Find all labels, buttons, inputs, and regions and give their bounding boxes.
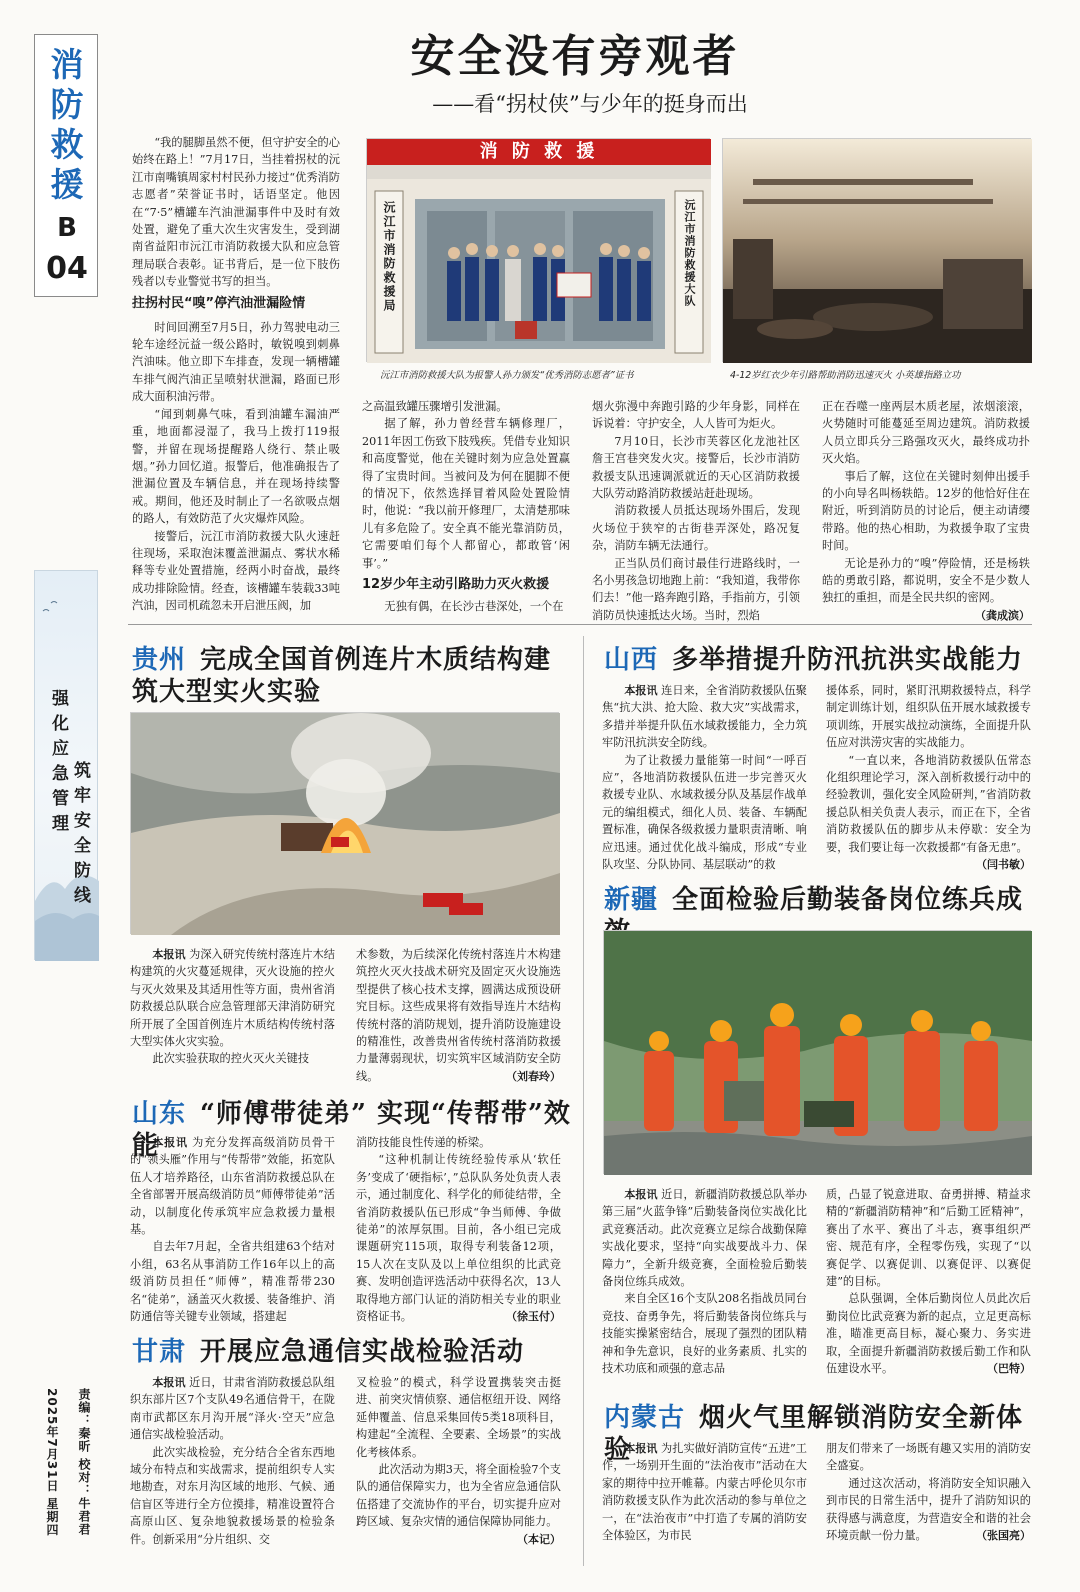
lead-paragraph: 事后了解，这位在关键时刻伸出援手的小向导名叫杨轶皓。12岁的他恰好住在附近，听到消防员的讨论后，便主动请缨带路。他的热心相助，为救援争取了宝贵时间。 [822, 469, 1030, 553]
article-paragraph [130, 946, 335, 1050]
news-lead-label: 本报讯 [152, 1376, 186, 1389]
article-paragraph [356, 946, 561, 1085]
lead-paragraph: 接警后，沅江市消防救援大队火速赶往现场，采取泡沫覆盖泄漏点、雾状水稀释等专业处置措施，经两小时奋战，最终成功排除险情。经查，该槽罐车装载33吨汽油，因司机疏忽未开启泄压阀，加 [132, 529, 340, 613]
shanxi-column-2 [826, 682, 1031, 872]
article-paragraph [356, 1151, 561, 1325]
photo-caption-fire-scene: 4-12岁红衣少年引路帮助消防迅速灭火 小英雄指路立功 [730, 370, 961, 381]
byline: （闫书敏） [976, 858, 1031, 872]
lead-paragraph: 无独有偶，在长沙古巷深处，一个在 [384, 600, 564, 614]
slogan-left: 强化应急管理 [48, 689, 68, 839]
page-letter: B [57, 213, 77, 243]
lead-column-1 [132, 134, 340, 613]
byline: （巴特） [987, 1362, 1031, 1376]
shanxi-column-1 [602, 682, 807, 872]
neimenggu-column-2 [826, 1440, 1031, 1568]
shandong-column-1 [130, 1134, 335, 1324]
article-paragraph: 叉检验”的模式，科学设置携装突击挺进、前突灾情侦察、通信枢纽开设、网络延伸覆盖、信息采集回传5类18项科目，构建起“全流程、全要素、全场景”的实战化考核体系。 [356, 1376, 561, 1459]
headline-gansu [132, 1336, 572, 1368]
lead-paragraph: 消防救援人员抵达现场外围后，发现火场位于狭窄的古街巷弄深处，路况复杂，消防车辆无法通行。 [592, 504, 800, 553]
neimenggu-column-1 [602, 1440, 807, 1568]
editor-credits: 责编：秦昕 校对：牛君君 [77, 1388, 91, 1537]
article-paragraph [602, 1186, 807, 1290]
article-text: “这种机制让传统经验传承从‘软任务’变成了‘硬指标’，”总队队务处负责人表示，通过制度化、科学化的师徒结带，全省消防救援队伍已形成“争当师傅、争做徒弟”的浓厚氛围。目前，各小组已完成课题研究115项，取得专利装备12项，15人次在支队及以上单位组织的比武竞赛、发明创造评选活动中获得名次，13人取得地方部门认证的消防相关专业的职业资格证书。 [356, 1153, 561, 1324]
article-paragraph [826, 1290, 1031, 1377]
lead-paragraph [822, 555, 1030, 622]
lead-column-2 [362, 398, 570, 614]
article-paragraph [602, 1440, 807, 1544]
lead-paragraph: “闻到刺鼻气味，看到油罐车漏油严重，地面都浸湿了，我马上拨打119报警，并留在现场提醒路人绕行、禁止吸烟。”孙力回忆道。报警后，他准确报告了泄漏位置及车辆信息，并在现场持续警戒。期间，他还及时制止了一名欲吸点烟的路人，有效防范了火灾爆炸风险。 [132, 407, 340, 526]
lead-paragraph: 之高温致罐压骤增引发泄漏。 [362, 400, 508, 413]
province-label: 内蒙古 [604, 1403, 686, 1433]
lead-subtitle: ——看“拐杖侠”与少年的挺身而出 [432, 92, 748, 116]
article-text: “一直以来，各地消防救援队伍常态化组织理论学习，深入剖析救援行动中的经验教训，强化安全风险研判，”省消防救援总队相关负责人表示，而正在下，全省消防救援队伍的脚步从未停歇：安全为要，我们要让每一次救援都“有备无患”。 [826, 753, 1031, 854]
lead-column-3 [592, 398, 800, 622]
article-paragraph [826, 752, 1031, 872]
column-divider [583, 636, 584, 1566]
guizhou-column-2 [356, 946, 561, 1083]
article-paragraph [602, 682, 807, 752]
byline: （刘春玲） [506, 1069, 561, 1083]
byline: （本记） [517, 1532, 561, 1546]
article-paragraph: 消防技能良性传递的桥梁。 [356, 1136, 491, 1149]
article-text: 此次活动为期3天，将全面检验7个支队的通信保障实力，也为全省应急通信队伍搭建了交流协作的平台，切实提升应对跨区域、复杂灾情的通信保障协同能力。 [356, 1463, 561, 1529]
article-text: 为充分发挥高级消防员骨干的“领头雁”作用与“传帮带”效能，拓宽队伍人才培养路径，山东省消防救援总队在全省部署开展高级消防员“师傅带徒弟”活动，以制度化传承筑牢应急救援力量根基。 [130, 1136, 335, 1237]
byline: （龚成滨） [975, 608, 1030, 622]
headline-text: 全面检验后勤装备岗位练兵成 [672, 885, 1024, 915]
news-lead-label: 本报讯 [152, 1136, 188, 1149]
article-text: 近日，甘肃省消防救援总队组织东部片区7个支队49名通信骨干，在陇南市武都区东月沟开展“泽火·空天”应急通信实战检验活动。 [130, 1376, 335, 1442]
province-label: 新疆 [604, 885, 659, 915]
byline: （张国亮） [976, 1529, 1031, 1543]
article-paragraph: 此次实验获取的控火灭火关键技 [152, 1052, 310, 1066]
photo-caption-award: 沅江市消防救援大队为报警人孙力颁发“优秀消防志愿者”证书 [380, 370, 634, 381]
lead-title: 安全没有旁观者 [410, 31, 740, 82]
lead-photo-award [366, 138, 710, 362]
section-divider [128, 624, 1032, 625]
article-paragraph [356, 1461, 561, 1546]
section-masthead [34, 34, 98, 297]
issue-date: 2025年7月31日 星期四 [45, 1388, 59, 1537]
lead-photo-fire-scene [722, 138, 1031, 362]
article-paragraph [130, 1374, 335, 1444]
article-paragraph: 为了让救援力量能第一时间“一呼百应”，各地消防救援队伍进一步完善灭火救援专业队、水域救援分队及基层作战单元的编组模式，细化人员、装备、车辆配置标准，确保各级救援力量职责清晰、响应迅速。通过优化战斗编成，形成“专业队攻坚、分队协同、基层联动”的救 [602, 753, 807, 872]
province-label: 山东 [132, 1099, 187, 1129]
article-text: 术参数，为后续深化传统村落连片木构建筑控火灭火技战术研究及固定灭火设施选型提供了核心技术支撑，圆满达成预设研究目标。这些成果将有效指导连片木结构传统村落的消防规划，提升消防设施建设的精准性，改善贵州省传统村落消防救援力量薄弱现状，切实筑牢区域消防安全防线。 [356, 948, 561, 1083]
photo-sign-left: 沅江市消防救援局 [382, 201, 396, 313]
article-text: 连日来，全省消防救援队伍聚焦“抗大洪、抢大险、救大灾”实战需求，多措并举提升队伍水域救援能力，全力筑牢防汛抗洪安全防线。 [602, 684, 807, 750]
gansu-column-1 [130, 1374, 335, 1570]
article-paragraph: 朋友们带来了一场既有趣又实用的消防安全盛宴。 [826, 1442, 1031, 1473]
xinjiang-column-2 [826, 1186, 1031, 1376]
headline-guizhou [132, 644, 572, 708]
section-title: 消防救援 [50, 45, 84, 204]
headline-text: 开展应急通信实战检验活动 [200, 1337, 525, 1367]
article-text: 为扎实做好消防宣传“五进”工作，一场别开生面的“法治夜市”活动在大家的期待中拉开帷幕。内蒙古呼伦贝尔市消防救援支队作为此次活动的参与单位之一，在“法治夜市”中打造了专属的消防安全体验区，为市民 [602, 1442, 807, 1543]
gansu-column-2 [356, 1374, 561, 1570]
lead-paragraph: 据了解，孙力曾经营车辆修理厂，2011年因工伤致下肢残疾。凭借专业知识和高度警觉，他在关键时刻为应急处置赢得了宝贵时间。当被问及为何在腿脚不便的情况下，依然选择冒着风险处置险情时，他说：“我以前开修理厂，太清楚那味儿有多危险了。安全真不能光靠消防员，它需要咱们每个人都留心，都敢管‘闲事’。” [362, 417, 570, 570]
lead-subheading-2: 12岁少年主动引路助力灭火救援 [362, 577, 550, 593]
lead-paragraph: 7月10日，长沙市芙蓉区化龙池社区詹王宫巷突发火灾。接警后，长沙市消防救援支队迅速调派就近的天心区消防救援大队劳动路消防救援站赶赴现场。 [592, 434, 800, 501]
photo-sign-top: 消 防 救 援 [479, 141, 599, 162]
article-text: 近日，新疆消防救援总队举办第三届“火蓝争锋”后勤装备岗位实战化比武竞赛活动。此次竞赛立足综合战勤保障实战化要求，坚持“向实战要战斗力、保障力”，全新升级竞赛，全面检验后勤装备岗位练兵成效。 [602, 1188, 807, 1289]
article-paragraph [826, 1475, 1031, 1545]
headline-text: 烟火气里解锁消防安全新体验 [604, 1403, 1024, 1465]
news-lead-label: 本报讯 [624, 1442, 658, 1455]
province-label: 甘肃 [132, 1337, 187, 1367]
news-lead-label: 本报讯 [152, 948, 186, 961]
lead-paragraph: 时间回溯至7月5日，孙力驾驶电动三轮车途经沅益一级公路时，敏锐嗅到刺鼻汽油味。他立即下车排查，发现一辆槽罐车排气阀汽油正呈喷射状泄漏，路面已形成大面积油污带。 [132, 320, 340, 404]
headline-text: 完成全国首例连片木质结构建筑大型实火实验 [132, 645, 552, 707]
article-paragraph: 此次实战检验，充分结合全省东西地域分布特点和实战需求，提前组织专人实地勘查，对东月沟区域的地形、气候、通信盲区等进行全方位摸排，精准设置符合高原山区、复杂地貌救援场景的检验条件。创新采用“分片组织、交 [130, 1445, 335, 1546]
province-label: 贵州 [132, 645, 187, 675]
xinjiang-column-1 [602, 1186, 807, 1376]
lead-paragraph: “我的腿脚虽然不便，但守护安全的心始终在路上！”7月17日，当挂着拐杖的沅江市南嘴镇周家村村民孙力接过“优秀消防志愿者”荣誉证书时，话语坚定。他因在“7·5”槽罐车汽油泄漏事件中及时有效处置，避免了重大次生灾害发生，受到湖南省益阳市沅江市消防救援大队和应急管理局联合表彰。证书背后，是一位下肢伤残者以专业警觉书写的担当。 [132, 136, 340, 289]
article-paragraph [130, 1134, 335, 1238]
photo-sign-right: 沅江市消防救援大队 [683, 199, 696, 307]
lead-column-4 [822, 398, 1030, 622]
page-number: 04 [46, 251, 88, 286]
lead-paragraph-text: 无论是孙力的“嗅”停险情，还是杨轶皓的勇敢引路，都说明，安全不是少数人独扛的重担，而是全民共织的密网。 [822, 556, 1030, 605]
article-paragraph: 来自全区16个支队208名指战员同台竞技、奋勇争先，将后勤装备岗位练兵与技能实操紧密结合，展现了强烈的团队精神和争先意识，良好的业务素质、扎实的技术功底和顽强的意志品 [602, 1292, 807, 1376]
byline: （徐玉付） [506, 1310, 561, 1324]
slogan-panel [34, 570, 98, 960]
slogan-right: 筑牢安全防线 [70, 761, 90, 911]
photo-wooden-fire-test [130, 712, 559, 934]
article-text: 为深入研究传统村落连片木结构建筑的火灾蔓延规律，灭火设施的控火与灭火效果及其适用性等方面，贵州省消防救援总队联合应急管理部天津消防研究所开展了全国首例连片木质结构传统村落大型实体火灾实验。 [130, 948, 335, 1049]
news-lead-label: 本报讯 [624, 1188, 658, 1201]
article-paragraph: 质，凸显了锐意进取、奋勇拼搏、精益求精的“新疆消防精神”和“后勤工匠精神”，赛出了水平、赛出了斗志，赛事组织严密、规范有序，全程零伤残，实现了“以赛促学、以赛促训、以赛促评、以赛促建”的目标。 [826, 1188, 1031, 1289]
article-paragraph: 自去年7月起，全省共组建63个结对小组，63名从事消防工作16年以上的高级消防员担任“师傅”，精准帮带230名“徒弟”，涵盖灭火救援、装备维护、消防通信等关键专业领域，搭建起 [130, 1240, 335, 1324]
news-lead-label: 本报讯 [624, 684, 658, 697]
lead-paragraph: 正当队员们商讨最佳行进路线时，一名小男孩急切地跑上前：“我知道，我带你们去！”他一路奔跑引路，手指前方，引领消防员快速抵达火场。当时，烈焰 [592, 556, 800, 622]
guizhou-column-1 [130, 946, 335, 1080]
province-label: 山西 [604, 645, 659, 675]
article-paragraph: 援体系，同时，紧盯汛期救援特点，科学制定训练计划，组织队伍开展水域救援专项训练，开展实战拉动演练，全面提升队伍应对洪涝灾害的实战能力。 [826, 684, 1031, 750]
shandong-column-2 [356, 1134, 561, 1324]
headline-text: 多举措提升防汛抗洪实战能力 [672, 645, 1024, 675]
lead-subheading-1: 拄拐村民“嗅”停汽油泄漏险情 [132, 295, 306, 311]
lead-paragraph: 正在吞噬一座两层木质老屋，浓烟滚滚，火势随时可能蔓延至周边建筑。消防救援人员立即兵分三路强攻灭火，最终成功扑灭火焰。 [822, 400, 1030, 466]
article-text: 总队强调，全体后勤岗位人员此次后勤岗位比武竞赛为新的起点，立足更高标准，瞄准更高目标，凝心聚力、务实进取，全面提升新疆消防救援后勤工作和队伍建设水平。 [826, 1292, 1031, 1376]
article-text: 通过这次活动，将消防安全知识融入到市民的日常生活中，提升了消防知识的获得感与满意度，为营造安全和谐的社会环境贡献一份力量。 [826, 1476, 1031, 1543]
lead-paragraph: 烟火弥漫中奔跑引路的少年身影，同样在诉说着：守护安全，人人皆可为炬火。 [592, 400, 800, 431]
headline-shanxi [604, 644, 1034, 676]
photo-xinjiang-drill [603, 930, 1031, 1174]
headline-text: “师傅带徒弟” 实现“传帮带”效能 [132, 1099, 571, 1161]
